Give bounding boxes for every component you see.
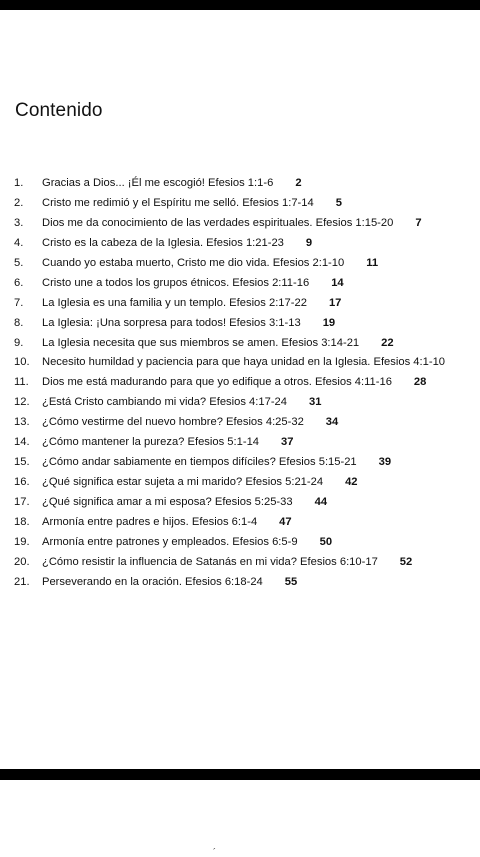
entry-title: La Iglesia es una familia y un templo. Efesios 2:17-22	[42, 296, 307, 309]
entry-page: 34	[325, 416, 339, 429]
entry-number: 11.	[14, 376, 29, 389]
entry-number: 1.	[14, 177, 24, 189]
entry-title: Cristo une a todos los grupos étnicos. Efesios 2:11-16	[42, 276, 310, 289]
entry-page: 5	[335, 196, 342, 209]
entry-page: 47	[279, 515, 292, 528]
entry-text-wrap	[42, 433, 293, 453]
entry-page: 19	[322, 316, 336, 329]
entry-number: 13.	[14, 416, 30, 429]
entry-text-wrap	[42, 493, 327, 513]
entry-number: 3.	[14, 216, 24, 229]
entry-title: Armonía entre padres e hijos. Efesios 6:1-4	[42, 515, 258, 528]
entry-number: 8.	[14, 316, 24, 329]
entry-title: La Iglesia: ¡Una sorpresa para todos! Efesios 3:1-13	[42, 316, 301, 329]
entry-text-wrap	[42, 254, 378, 274]
page-title: Contenido	[15, 100, 103, 121]
entry-number: 19.	[14, 535, 30, 548]
entry-page: 44	[314, 496, 328, 508]
entry-number: 9.	[14, 336, 24, 349]
entry-text-wrap	[42, 473, 358, 493]
entry-number: 5.	[14, 256, 24, 269]
toc-entry[interactable]	[0, 433, 480, 453]
toc-entry[interactable]	[0, 413, 480, 433]
page-edge-mark: ´	[213, 847, 216, 857]
table-of-contents	[0, 174, 480, 593]
entry-text-wrap	[42, 334, 394, 354]
entry-number: 4.	[14, 236, 24, 249]
entry-page: 31	[309, 396, 322, 409]
entry-title: Dios me da conocimiento de las verdades espirituales. Efesios 1:15-20	[42, 216, 394, 229]
toc-entry[interactable]	[0, 493, 480, 513]
entry-text-wrap	[42, 573, 297, 593]
toc-entry[interactable]	[0, 254, 480, 274]
entry-number: 21.	[14, 575, 30, 588]
entry-number: 18.	[14, 515, 30, 528]
toc-entry[interactable]	[0, 393, 480, 413]
toc-entry[interactable]	[0, 334, 480, 354]
entry-number: 12.	[14, 396, 30, 409]
entry-title: ¿Cómo mantener la pureza? Efesios 5:1-14	[42, 436, 260, 449]
toc-entry[interactable]	[0, 473, 480, 493]
entry-page: 39	[378, 456, 392, 469]
entry-text-wrap	[42, 533, 332, 553]
entry-text-wrap	[42, 393, 321, 413]
entry-title: Cuando yo estaba muerto, Cristo me dio vida. Efesios 2:1-10	[42, 256, 345, 269]
entry-number: 10.	[14, 356, 30, 369]
entry-text-wrap	[42, 513, 292, 533]
entry-text-wrap	[42, 373, 426, 393]
entry-page: 2	[295, 177, 302, 189]
entry-title: ¿Cómo vestirme del nuevo hombre? Efesios 4:25-32	[42, 416, 304, 429]
entry-title: ¿Cómo resistir la influencia de Satanás en mi vida? Efesios 6:10-17	[42, 555, 378, 568]
entry-page: 50	[319, 535, 333, 548]
entry-title: Necesito humildad y paciencia para que haya unidad en la Iglesia. Efesios 4:1-10	[42, 356, 446, 369]
toc-entry[interactable]	[0, 234, 480, 254]
entry-title: La Iglesia necesita que sus miembros se amen. Efesios 3:14-21	[42, 336, 360, 349]
entry-text-wrap	[42, 174, 302, 194]
toc-entry[interactable]	[0, 453, 480, 473]
entry-number: 16.	[14, 476, 30, 489]
entry-text-wrap	[42, 274, 344, 294]
toc-entry[interactable]	[0, 214, 480, 234]
entry-page: 37	[281, 436, 294, 449]
entry-page: 17	[328, 296, 342, 309]
entry-title: Armonía entre patrones y empleados. Efesios 6:5-9	[42, 535, 298, 548]
toc-entry[interactable]	[0, 573, 480, 593]
toc-entry[interactable]	[0, 533, 480, 553]
entry-title: Dios me está madurando para que yo edifique a otros. Efesios 4:11-16	[42, 376, 392, 389]
entry-page: 22	[381, 336, 394, 349]
toc-entry[interactable]	[0, 513, 480, 533]
entry-number: 20.	[14, 555, 30, 568]
entry-text-wrap	[42, 194, 342, 214]
entry-text-wrap	[42, 553, 412, 573]
entry-title: Cristo es la cabeza de la Iglesia. Efesios 1:21-23	[42, 236, 284, 249]
entry-title: ¿Está Cristo cambiando mi vida? Efesios 4:17-24	[42, 396, 287, 409]
entry-title: Perseverando en la oración. Efesios 6:18-24	[42, 575, 263, 588]
entry-text-wrap	[42, 413, 338, 433]
toc-entry[interactable]	[0, 353, 480, 373]
toc-entry[interactable]	[0, 553, 480, 573]
entry-number: 17.	[14, 496, 30, 508]
toc-entry[interactable]	[0, 314, 480, 334]
entry-page: 7	[415, 216, 422, 229]
entry-text-wrap	[42, 214, 422, 234]
toc-entry[interactable]	[0, 373, 480, 393]
entry-number: 7.	[14, 296, 24, 309]
page-separator-bar	[0, 769, 480, 780]
entry-title: Cristo me redimió y el Espíritu me selló. Efesios 1:7-14	[42, 196, 314, 209]
entry-title: ¿Qué significa amar a mi esposa? Efesios 5:25-33	[42, 496, 293, 508]
entry-page: 14	[331, 276, 344, 289]
entry-text-wrap	[42, 314, 335, 334]
entry-number: 14.	[14, 436, 30, 449]
top-border-bar	[0, 0, 480, 10]
entry-page: 52	[399, 555, 413, 568]
entry-text-wrap	[42, 234, 312, 254]
entry-number: 15.	[14, 456, 30, 469]
entry-page: 42	[345, 476, 358, 489]
entry-page: 28	[413, 376, 427, 389]
toc-entry[interactable]	[0, 294, 480, 314]
toc-entry[interactable]	[0, 274, 480, 294]
entry-page: 55	[284, 575, 298, 588]
entry-title: ¿Cómo andar sabiamente en tiempos difíciles? Efesios 5:15-21	[42, 456, 357, 469]
entry-page: 9	[305, 236, 313, 249]
entry-number: 2.	[14, 196, 24, 209]
entry-page: 11	[366, 256, 379, 269]
entry-title: Gracias a Dios... ¡Él me escogió! Efesios 1:1-6	[42, 177, 274, 189]
entry-number: 6.	[14, 276, 24, 289]
entry-text-wrap	[42, 353, 467, 373]
entry-text-wrap	[42, 294, 341, 314]
toc-entry[interactable]	[0, 174, 480, 194]
entry-text-wrap	[42, 453, 391, 473]
entry-title: ¿Qué significa estar sujeta a mi marido? Efesios 5:21-24	[42, 476, 324, 489]
toc-entry[interactable]	[0, 194, 480, 214]
